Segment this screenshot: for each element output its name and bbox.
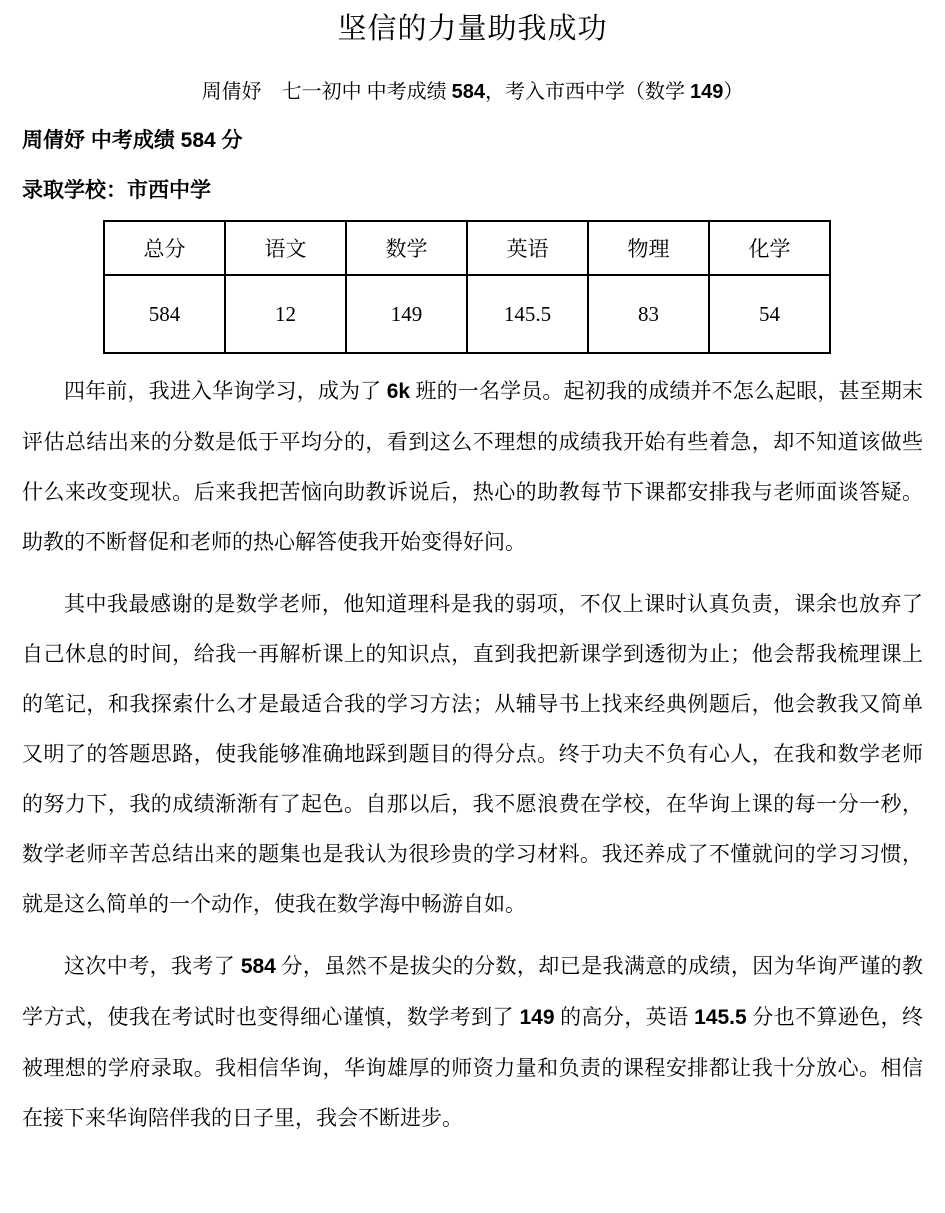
header-cell-physics: 物理 bbox=[588, 221, 709, 275]
value-cell-english: 145.5 bbox=[467, 275, 588, 353]
header-cell-english: 英语 bbox=[467, 221, 588, 275]
body-paragraph-2: 其中我最感谢的是数学老师，他知道理科是我的弱项，不仅上课时认真负责，课余也放弃了自己休息的时间，给我一再解析课上的知识点，直到我把新课学到透彻为止；他会帮我梳理课上的笔记，和我探索什么才是最适合我的学习方法；从辅导书上找来经典例题后，他会教我又简单又明了的答题思路，使我能够准确地踩到题目的得分点。终于功夫不负有心人，在我和数学老师的努力下，我的成绩渐渐有了起色。自那以后，我不愿浪费在学校，在华询上课的每一分一秒，数学老师辛苦总结出来的题集也是我认为很珍贵的学习材料。我还养成了不懂就问的学习习惯，就是这么简单的一个动作，使我在数学海中畅游自如。 bbox=[22, 592, 923, 916]
student-score-line: 周倩妤 中考成绩 584 分 bbox=[22, 129, 243, 152]
value-cell-math: 149 bbox=[346, 275, 467, 353]
score-table bbox=[103, 220, 831, 354]
body-paragraph-3: 这次中考，我考了 584 分，虽然不是拔尖的分数，却已是我满意的成绩，因为华询严谨的教学方式，使我在考试时也变得细心谨慎，数学考到了 149 的高分，英语 145.5 分也不算逊色，终被理想的学府录取。我相信华询，华询雄厚的师资力量和负责的课程安排都让我十分放心。相信在接下来华询陪伴我的日子里，我会不断进步。 bbox=[22, 954, 924, 1130]
page-title: 坚信的力量助我成功 bbox=[337, 13, 608, 45]
value-cell-physics: 83 bbox=[588, 275, 709, 353]
score-table-value-row bbox=[104, 275, 830, 353]
value-cell-chemistry: 54 bbox=[709, 275, 830, 353]
score-table-header-row bbox=[104, 221, 830, 275]
header-cell-chinese: 语文 bbox=[225, 221, 346, 275]
header-cell-total: 总分 bbox=[104, 221, 225, 275]
admission-school-line: 录取学校：市西中学 bbox=[22, 179, 211, 202]
value-cell-chinese: 12 bbox=[225, 275, 346, 353]
header-cell-math: 数学 bbox=[346, 221, 467, 275]
value-cell-total: 584 bbox=[104, 275, 225, 353]
header-cell-chemistry: 化学 bbox=[709, 221, 830, 275]
subtitle-line: 周倩妤 七一初中 中考成绩 584，考入市西中学（数学 149） bbox=[201, 81, 744, 103]
body-paragraph-1: 四年前，我进入华询学习，成为了 6k 班的一名学员。起初我的成绩并不怎么起眼，甚至期末评估总结出来的分数是低于平均分的，看到这么不理想的成绩我开始有些着急，却不知道该做些什么来改变现状。后来我把苦恼向助教诉说后，热心的助教每节下课都安排我与老师面谈答疑。助教的不断督促和老师的热心解答使我开始变得好问。 bbox=[22, 379, 924, 554]
